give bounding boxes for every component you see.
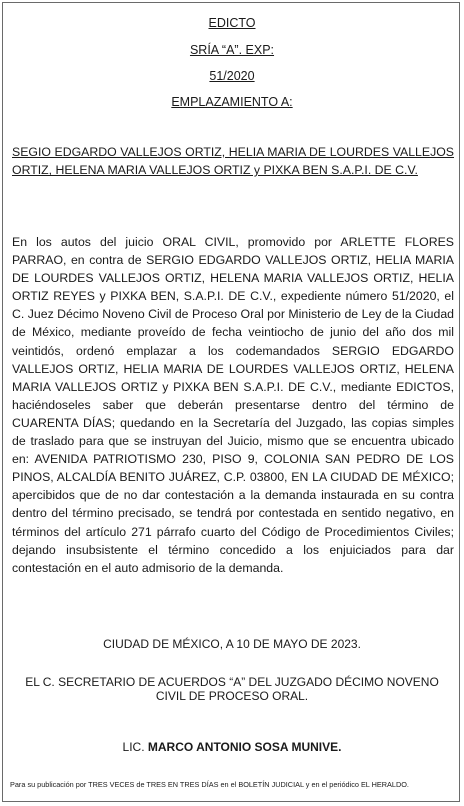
body-paragraph: En los autos del juicio ORAL CIVIL, promovido por ARLETTE FLORES PARRAO, en contra de SERGIO EDGARDO VALLEJOS ORTIZ, HELIA MARIA DE LOURDES VALLEJOS ORTIZ, HELENA MARIA VALLEJOS ORTIZ, HELIA ORTIZ REYES y PIXKA BEN, S.A.P.I. DE C.V., expediente número 51/2020, el C. Juez Décimo Noveno Civil de Proceso Oral por Ministerio de Ley de la Ciudad de México, mediante proveído de fecha veintiocho de junio del año dos mil veintidós, ordenó emplazar a los codemandados SERGIO EDGARDO VALLEJOS ORTIZ, HELIA MARIA DE LOURDES VALLEJOS ORTIZ, HELENA MARIA VALLEJOS ORTIZ y PIXKA BEN S.A.P.I. DE C.V., mediante EDICTOS, haciéndoseles saber que deberán presentarse dentro del término de CUARENTA DÍAS; quedando en la Secretaría del Juzgado, las copias simples de traslado para que se instruyan del Juicio, mismo que se encuentra ubicado en: AVENIDA PATRIOTISMO 230, PISO 9, COLONIA SAN PEDRO DE LOS PINOS, ALCALDÍA BENITO JUÁREZ, C.P. 03800, EN LA CIUDAD DE MÉXICO; apercibidos que de no dar contestación a la demanda instaurada en su contra dentro del término precisado, se tendrá por contestada en sentido negativo, en términos del artículo 271 párrafo cuarto del Código de Procedimientos Civiles; dejando insubsistente el término concedido a los enjuiciados para dar contestación en el auto admisorio de la demanda. — [12, 235, 454, 575]
edict-title: EDICTO — [208, 16, 256, 30]
signature-prefix: LIC. — [122, 740, 145, 754]
secretaria-line: SRÍA “A”. EXP: — [189, 43, 275, 57]
emplazamiento-heading: EMPLAZAMIENTO A: — [171, 95, 293, 109]
signature-line — [0, 740, 464, 754]
secretary-line-2: CIVIL DE PROCESO ORAL. — [155, 689, 309, 703]
secretary-line-1: EL C. SECRETARIO DE ACUERDOS “A” DEL JUZGADO DÉCIMO NOVENO — [25, 675, 439, 689]
parties-paragraph: SEGIO EDGARDO VALLEJOS ORTIZ, HELIA MARIA DE LOURDES VALLEJOS ORTIZ, HELENA MARIA VALLEJOS ORTIZ y PIXKA BEN S.A.P.I. DE C.V. — [12, 145, 454, 178]
expediente-number: 51/2020 — [209, 69, 255, 83]
publication-footer: Para su publicación por TRES VECES de TRES EN TRES DÍAS en el BOLETÍN JUDICIAL y en el periódico EL HERALDO. — [10, 780, 409, 789]
signature-name: MARCO ANTONIO SOSA MUNIVE. — [147, 740, 342, 754]
date-line: CIUDAD DE MÉXICO, A 10 DE MAYO DE 2023. — [103, 637, 361, 651]
